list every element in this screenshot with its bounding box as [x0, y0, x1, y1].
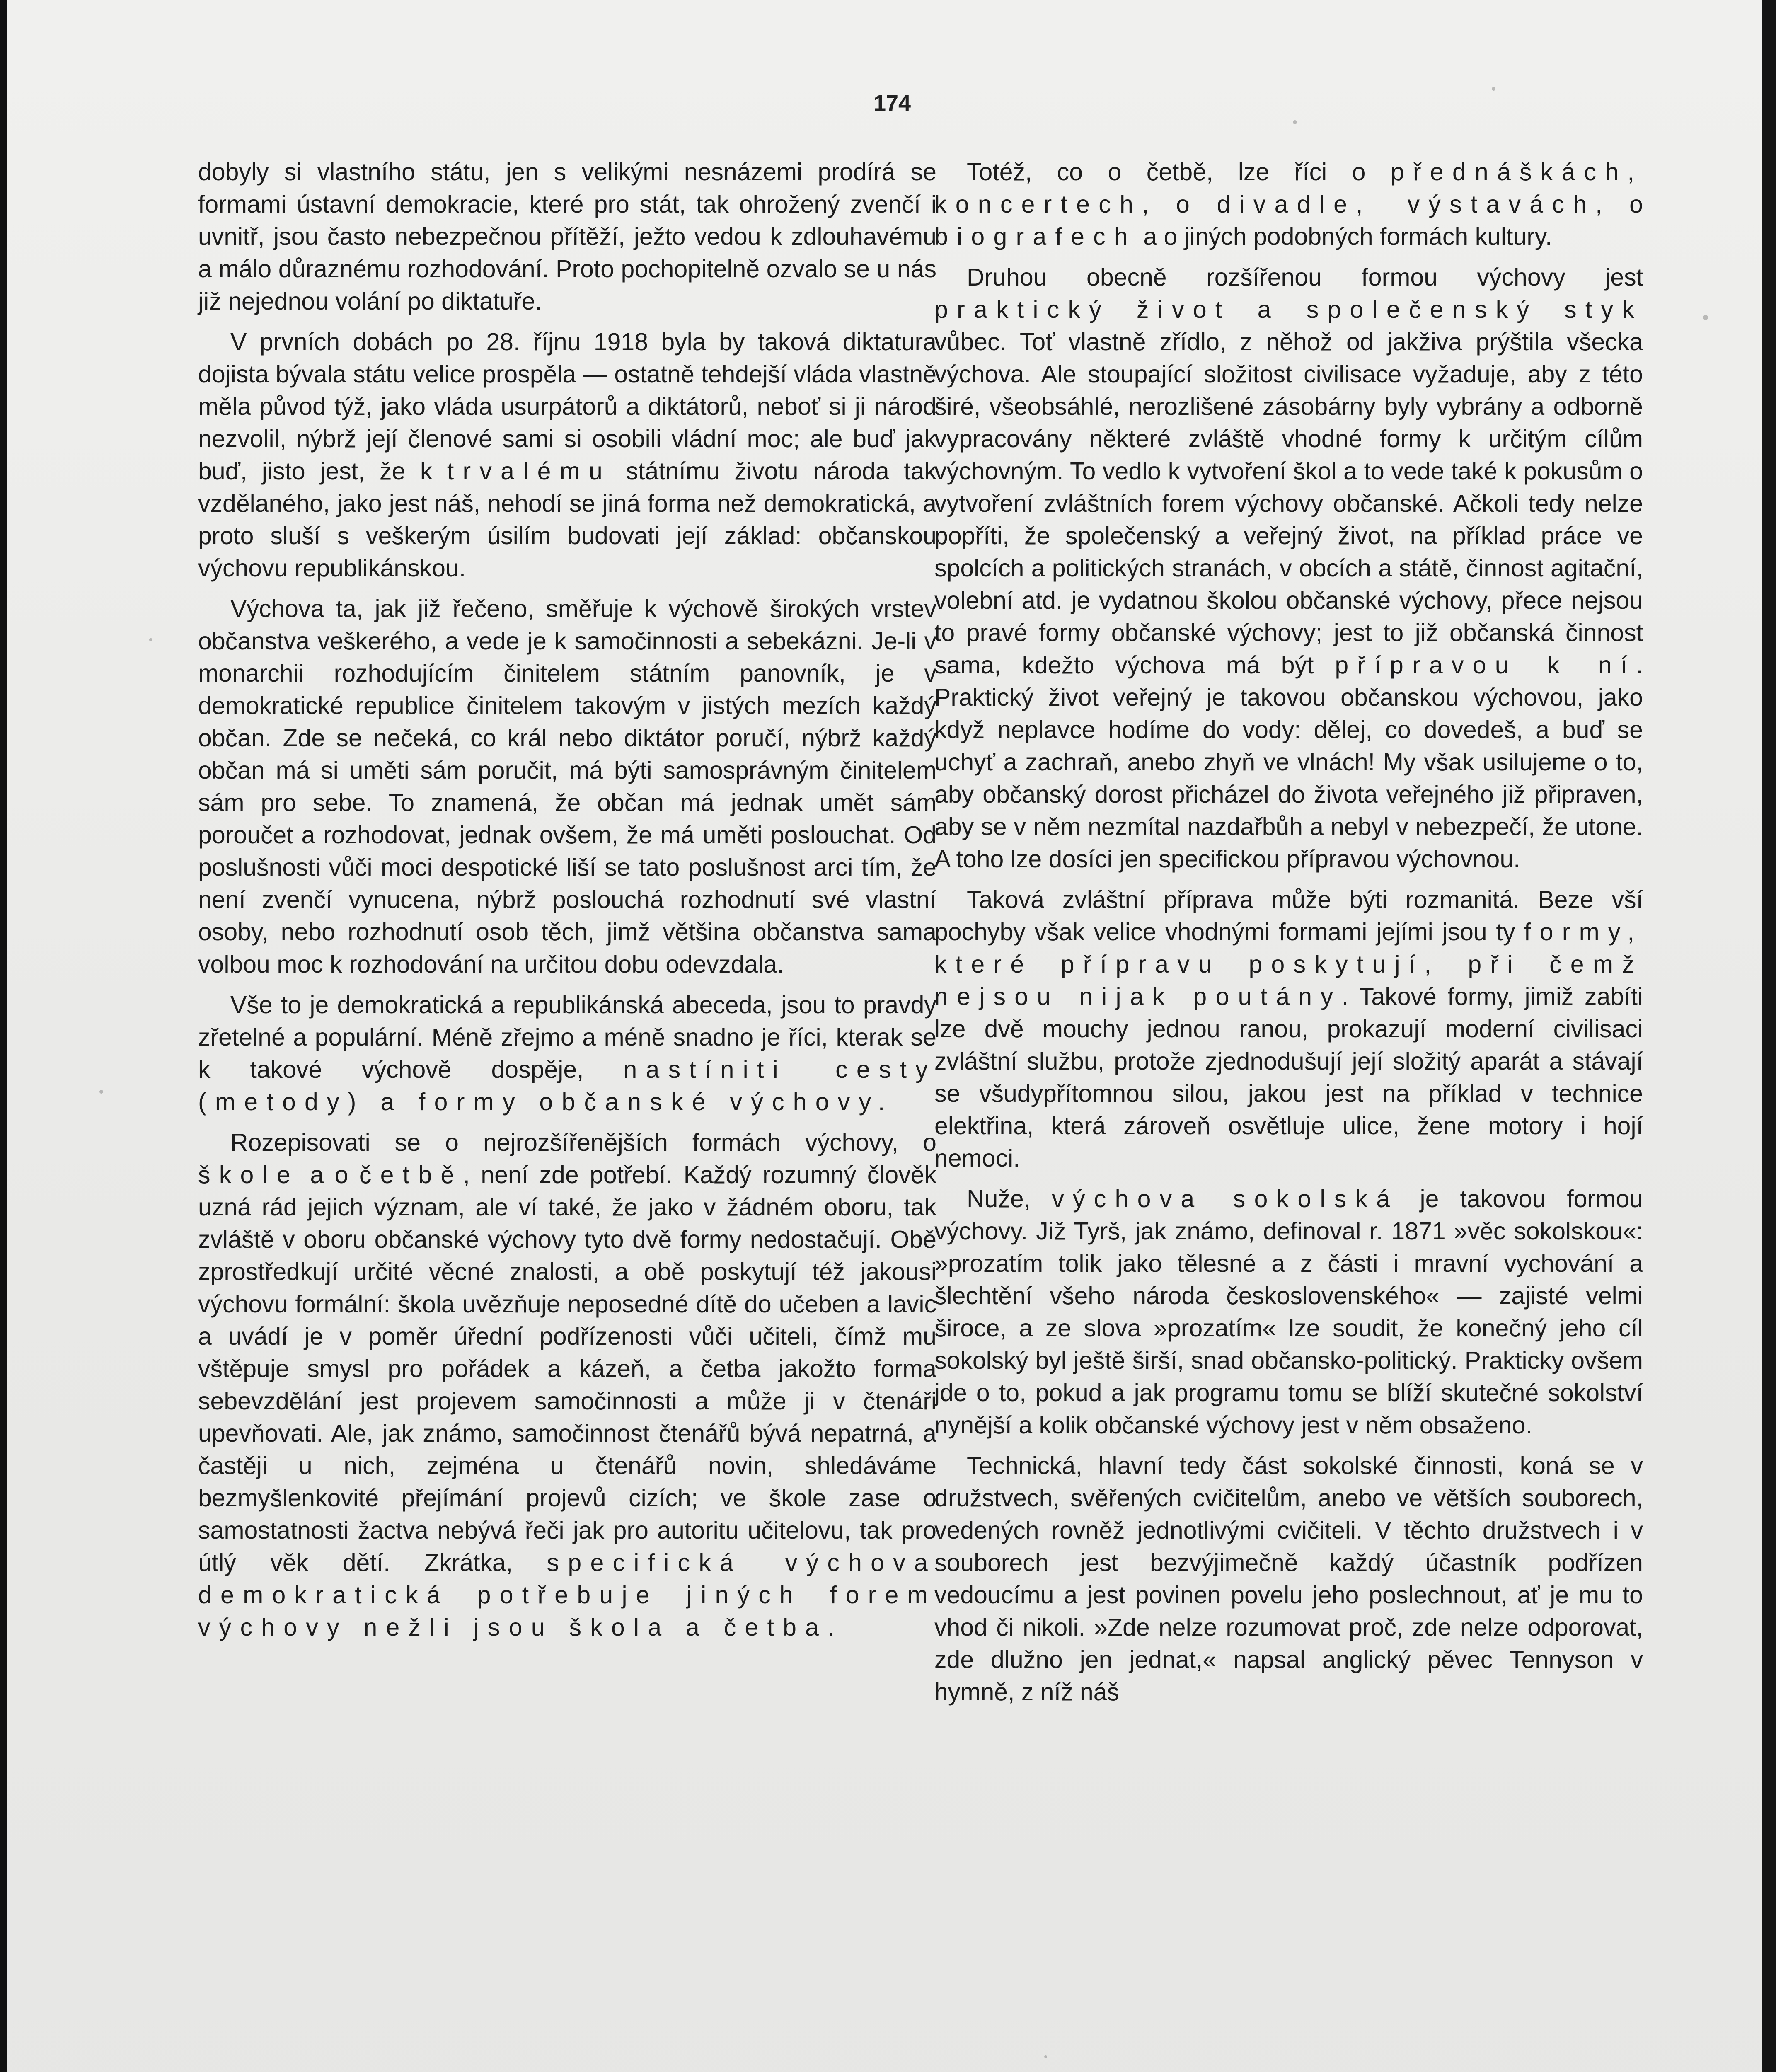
left-p5-text-e: , není zde potřebí. Každý rozumný člověk uzná rád jejich význam, ale ví také, že jako v žádném oboru, tak zvláště v oboru občanské výchovy tyto dvě formy nedostačují. Obě zprostředkují určité věcné znalosti, a obě poskytují též jakousi výchovu formální: škola uvězňuje neposedné dítě do učeben a lavic a uvádí je v poměr úřední podřízenosti vůči učiteli, čímž mu vštěpuje smysl pro pořádek a kázeň, a četba jakožto forma sebevzdělání jest projevem samočinnosti a může ji v čtenáři upevňovati. Ale, jak známo, samočinnost čtenářů bývá nepatrná, a častěji u nich, zejména u čtenářů novin, shledáváme bezmyšlenkovité přejímání projevů cizích; ve škole zase o samostatnosti žactva nebývá řeči jak pro autoritu učitelovu, tak pro útlý věk dětí. Zkrátka, — [198, 1161, 936, 1576]
left-p2-text-c: státnímu životu národa tak vzdělaného, jako jest náš, nehodí se jiná forma než demokratická, a proto sluší s veškerým úsilím budovati její základ: občanskou výchovu republikánskou. — [198, 457, 937, 582]
right-p2-text-a: Druhou obecně rozšířenou formou výchovy jest — [967, 264, 1643, 291]
right-p1-text-a: Totéž, co o četbě, lze říci o — [967, 158, 1391, 186]
left-p2-spaced-trvalemu: trvalému — [447, 457, 612, 485]
right-paragraph-2 — [934, 261, 1643, 875]
right-p1-text-g: a o jiných podobných formách kultury. — [1136, 223, 1552, 250]
right-paragraph-3 — [934, 884, 1643, 1174]
scan-edge-left — [0, 0, 7, 2072]
page-number: 174 — [873, 91, 911, 116]
right-p2-text-c: vůbec. Toť vlastně zřídlo, z něhož od jakživa prýštila všecka výchova. Ale stoupající složitost civilisace vyžaduje, aby z této širé, všeobsáhlé, nerozlišené zásobárny byly vybrány a odborně vypracovány některé zvláště vhodné formy k určitým cílům výchovným. To vedlo k vytvoření škol a to vede také k pokusům o vytvoření zvláštních forem výchovy občanské. Ačkoli tedy nelze popříti, že společenský a veřejný život, na příklad práce ve spolcích a politických stranách, v obcích a státě, činnost agitační, volební atd. je vydatnou školou občanské výchovy, přece nejsou to pravé formy občanské výchovy; jest to již občanská činnost sama, kdežto výchova má být — [934, 328, 1643, 679]
scan-edge-right — [1762, 0, 1776, 2072]
left-p4-spaced-phrase: nastíniti cesty (metody) a formy občanské výchovy. — [198, 1056, 937, 1116]
right-p1-text-e: , o — [1595, 191, 1643, 218]
right-paragraph-4 — [934, 1183, 1643, 1441]
right-p1-spaced-divadle: divadle, výstavách — [1217, 191, 1596, 218]
scan-speck — [1293, 120, 1297, 124]
scan-speck — [149, 638, 152, 641]
right-p1-spaced-biografech: biografech — [934, 223, 1137, 250]
right-p3-text-a: Taková zvláštní příprava může býti rozmanitá. Beze vší pochyby však velice vhodnými formami jejími jsou ty — [934, 886, 1643, 946]
left-paragraph-5 — [198, 1126, 936, 1644]
left-p5-spaced-cetbe: četbě — [359, 1161, 463, 1188]
scan-speck — [1492, 87, 1495, 91]
left-p5-spaced-skole: škole — [198, 1161, 299, 1188]
left-column — [198, 156, 936, 1652]
right-p4-spaced-vychova-sokolska: výchova sokolská — [1052, 1185, 1399, 1213]
right-column — [934, 156, 1643, 1716]
left-paragraph-1: dobyly si vlastního státu, jen s velikými nesnázemi prodírá se formami ústavní demokracie, které pro stát, tak ohrožený zvenčí i uvnitř, jsou často nebezpečnou přítěží, ježto vedou k zdlouhavému a málo důraznému rozhodování. Proto pochopitelně ozvalo se u nás již nejednou volání po diktatuře. — [198, 158, 936, 315]
right-p2-spaced-pripravou: přípravou k ní — [1335, 651, 1636, 679]
right-p3-spaced-formy: formy, které přípravu poskytují, při čemž nejsou nijak poutány — [934, 918, 1643, 1010]
left-paragraph-3: Výchova ta, jak již řečeno, směřuje k výchově širokých vrstev občanstva veškerého, a vede je k samočinnosti a sebekázni. Je-li v monarchii rozhodujícím činitelem státním panovník, je v demokratické republice činitelem takovým v jistých mezích každý občan. Zde se nečeká, co král nebo diktátor poručí, nýbrž každý občan má si uměti sám poručit, má býti samosprávným činitelem sám pro sebe. To znamená, že občan má jednak umět sám poroučet a rozhodovat, jednak ovšem, že má uměti poslouchat. Od poslušnosti vůči moci despotické liší se tato poslušnost arci tím, že není zvenčí vynucena, nýbrž poslouchá rozhodnutí své vlastní osoby, nebo rozhodnutí osob těch, jimž většina občanstva sama volbou moc k rozhodování na určitou dobu odevzdala. — [198, 595, 936, 978]
scan-speck — [99, 1090, 103, 1094]
left-p5-text-a: Rozepisovati se o nejrozšířenějších formách výchovy, o — [230, 1129, 936, 1156]
left-p5-text-c: a o — [299, 1161, 359, 1188]
left-p5-spaced-phrase: specifická výchova demokratická potřebuje jiných forem výchovy nežli jsou škola a četba. — [198, 1549, 936, 1641]
scan-speck — [1044, 2055, 1047, 2058]
right-p2-spaced-zivot: praktický život a společenský styk — [934, 296, 1643, 323]
right-p1-text-c: , o — [1142, 191, 1217, 218]
right-p4-text-a: Nuže, — [967, 1185, 1052, 1213]
scan-speck — [1703, 315, 1708, 320]
left-paragraph-4 — [198, 989, 936, 1118]
left-p4-text-a: Vše to je demokratická a republikánská abeceda, jsou to pravdy zřetelné a populární. Méně zřejmo a méně snadno je říci, kterak se k takové výchově dospěje, — [198, 991, 936, 1083]
left-paragraph-2 — [198, 326, 936, 584]
right-p1-spaced-prednaskach: přednáškách, koncertech — [934, 158, 1643, 218]
right-paragraph-5: Technická, hlavní tedy část sokolské činnosti, koná se v družstvech, svěřených cvičitelům, anebo ve větších souborech, vedených rovněž jednotlivými cvičiteli. V těchto družstvech i v souborech jest bezvýjimečně každý účastník podřízen vedoucímu a jest povinen povelu jeho poslechnout, ať je mu to vhod či nikoli. »Zde nelze rozumovat proč, zde nelze odporovat, zde dlužno jen jednat,« napsal anglický pěvec Tennyson v hymně, z níž náš — [934, 1452, 1643, 1706]
right-paragraph-1 — [934, 156, 1643, 253]
right-p4-text-c: je takovou formou výchovy. Již Tyrš, jak známo, definoval r. 1871 »věc sokolskou«: »prozatím tolik jako tělesné a z části i mravní vychování a šlechtění všeho národa československého« — zajisté velmi široce, a ze slova »prozatím« lze soudit, že konečný jeho cíl sokolský byl ještě širší, snad občansko-politický. Prakticky ovšem jde o to, pokud a jak programu tomu se blíží skutečné sokolství nynější a kolik občanské výchovy jest v něm obsaženo. — [934, 1185, 1643, 1439]
left-p2-text-a: V prvních dobách po 28. říjnu 1918 byla by taková diktatura dojista bývala státu velice prospěla — ostatně tehdejší vláda vlastně měla původ týž, jako vláda usurpátorů a diktátorů, neboť si ji národ nezvolil, nýbrž její členové sami si osobili vládní moc; ale buď jak buď, jisto jest, že k — [198, 328, 936, 485]
right-p2-text-e: . Praktický život veřejný je takovou občanskou výchovou, jako když neplavce hodíme do vody: dělej, co dovedeš, a buď se uchyť a zachraň, anebo zhyň ve vlnách! My však usilujeme o to, aby občanský dorost přicházel do života veřejného již připraven, aby se v něm nezmítal nazdařbůh a nebyl v nebezpečí, že utone. A toho lze dosíci jen specifickou přípravou výchovnou. — [934, 651, 1643, 873]
right-p3-text-c: . Takové formy, jimiž zabíti lze dvě mouchy jednou ranou, prokazují moderní civilisaci zvláštní službu, protože zjednodušují její složitý aparát a stávají se všudypřítomnou silou, jakou jest na příklad v technice elektřina, která zároveň osvětluje ulice, žene motory i hojí nemoci. — [934, 983, 1643, 1172]
